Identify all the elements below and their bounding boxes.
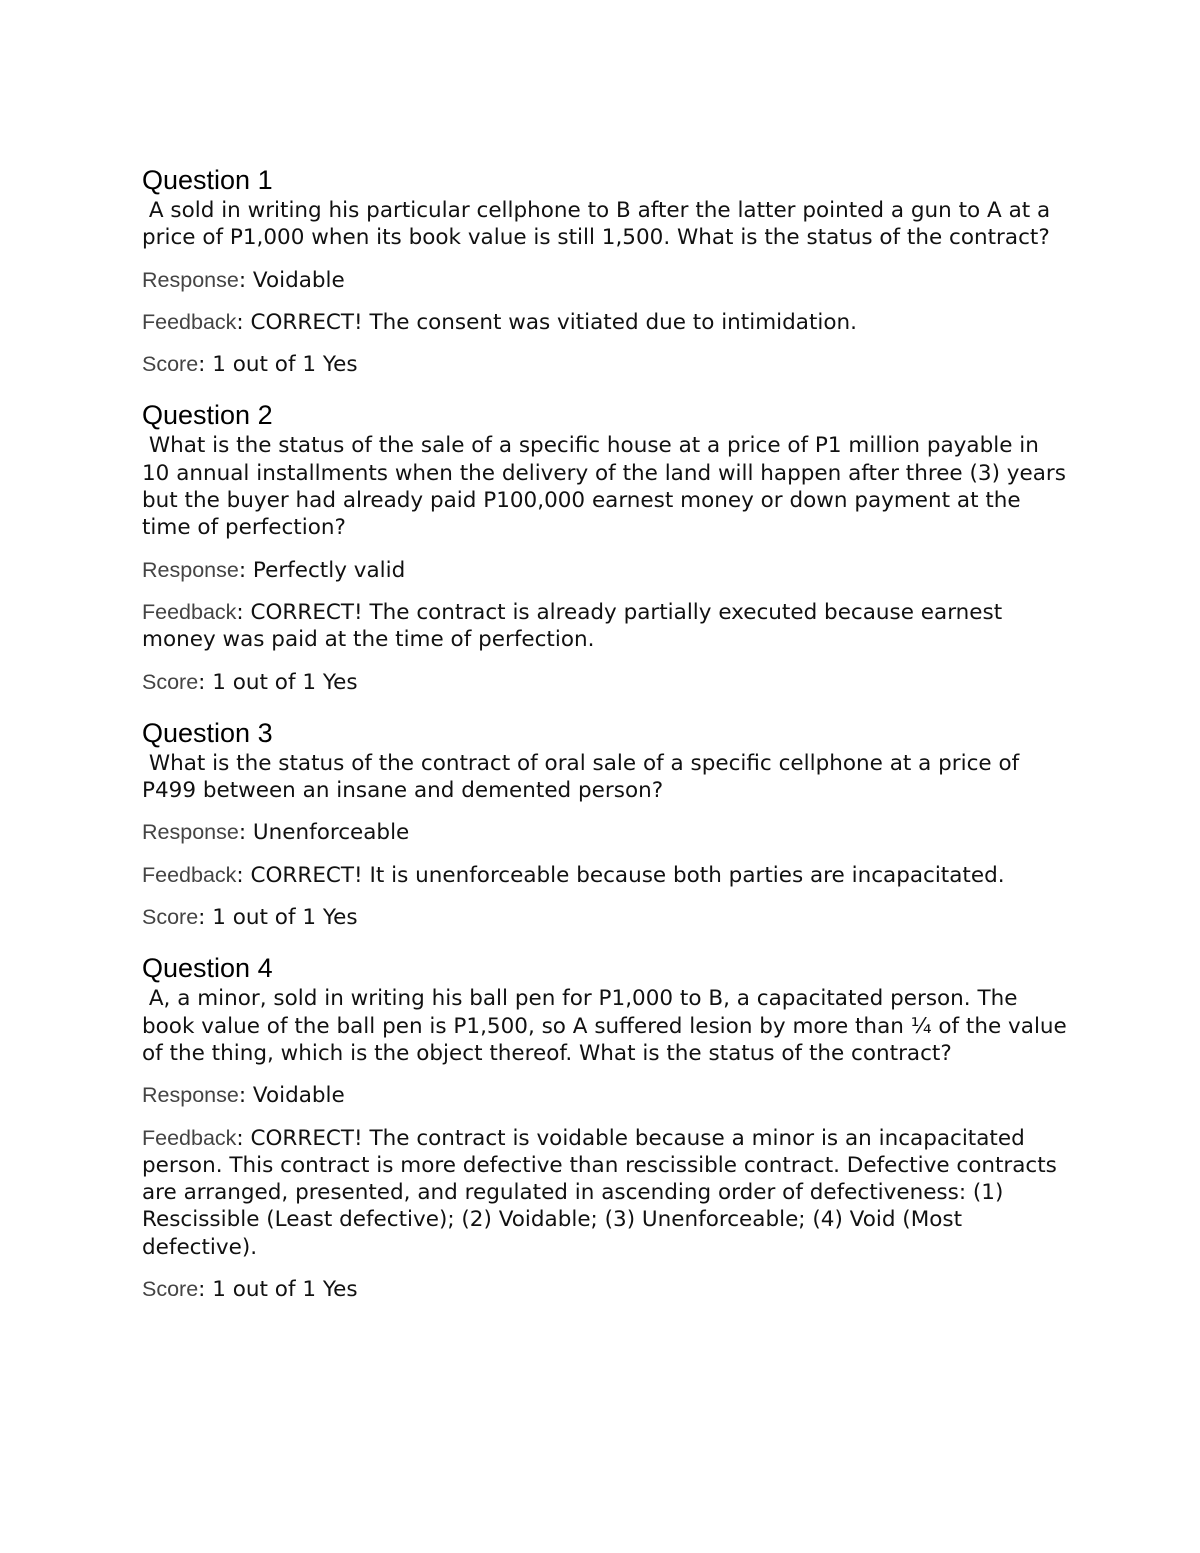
feedback-label: Feedback — [142, 1125, 237, 1150]
feedback-row — [142, 1125, 1072, 1261]
feedback-label: Feedback — [142, 599, 237, 624]
question-text: A sold in writing his particular cellphone to B after the latter pointed a gun to A at a price of P1,000 when its book value is still 1,500. What is the status of the contract? — [142, 198, 1058, 251]
label-separator: : — [238, 267, 253, 293]
question-text: What is the status of the sale of a specific house at a price of P1 million payable in 10 annual installments when the delivery of the land will happen after three (3) years but the buyer had already paid P100,000 earnest money or down payment at the time of perfection? — [142, 433, 1073, 541]
response-label: Response — [142, 557, 239, 582]
question-block-1 — [142, 163, 1072, 378]
response-row — [142, 1082, 1072, 1109]
label-separator: : — [198, 1277, 213, 1303]
label-separator: : — [236, 1125, 251, 1151]
feedback-value: CORRECT! The contract is already partially executed because earnest money was paid at the time of perfection. — [142, 599, 1003, 653]
response-label: Response — [142, 1083, 239, 1108]
score-row — [142, 904, 1072, 931]
score-value: 1 out of 1 Yes — [212, 1277, 358, 1303]
score-row — [142, 351, 1072, 378]
score-label: Score — [142, 1277, 199, 1302]
response-value: Voidable — [252, 1083, 345, 1109]
question-title: Question 1 — [142, 165, 273, 195]
response-label: Response — [142, 820, 239, 845]
question-text: A, a minor, sold in writing his ball pen for P1,000 to B, a capacitated person. The book value of the ball pen is P1,500, so A suffered lesion by more than ¼ of the value of the thing, which is the object thereof. What is the status of the contract? — [142, 986, 1074, 1066]
label-separator: : — [238, 1083, 253, 1109]
label-separator: : — [198, 905, 213, 931]
score-row — [142, 1276, 1072, 1303]
question-block-4 — [142, 951, 1072, 1303]
score-value: 1 out of 1 Yes — [212, 905, 358, 931]
quiz-results-document — [142, 163, 1072, 1323]
label-separator: : — [238, 557, 253, 583]
score-row — [142, 669, 1072, 696]
question-title: Question 2 — [142, 400, 273, 431]
score-label: Score — [142, 669, 199, 694]
label-separator: : — [198, 669, 213, 695]
label-separator: : — [238, 820, 253, 846]
feedback-row — [142, 599, 1072, 654]
feedback-value: CORRECT! The consent was vitiated due to intimidation. — [250, 309, 857, 335]
label-separator: : — [236, 862, 251, 888]
question-block-3 — [142, 716, 1072, 931]
feedback-row — [142, 862, 1072, 889]
label-separator: : — [236, 599, 251, 625]
feedback-label: Feedback — [142, 862, 237, 887]
question-title: Question 4 — [142, 953, 273, 984]
question-title: Question 3 — [142, 717, 273, 748]
response-row — [142, 267, 1072, 294]
feedback-label: Feedback — [142, 309, 237, 334]
response-label: Response — [142, 267, 239, 292]
feedback-value: CORRECT! It is unenforceable because both parties are incapacitated. — [250, 862, 1005, 888]
response-row — [142, 819, 1072, 846]
response-value: Voidable — [252, 267, 345, 293]
score-value: 1 out of 1 Yes — [212, 352, 358, 378]
response-value: Unenforceable — [252, 820, 410, 846]
feedback-value: CORRECT! The contract is voidable because a minor is an incapacitated person. This contract is more defective than rescissible contract. Defective contracts are arranged, presented, and regulated in ascending order of defectiveness: (1) Rescissible (Least defective); (2) Voidable; (3) Unenforceable; (4) Void (Most defective). — [142, 1125, 1057, 1260]
response-row — [142, 557, 1072, 584]
score-value: 1 out of 1 Yes — [212, 669, 358, 695]
response-value: Perfectly valid — [252, 557, 406, 583]
score-label: Score — [142, 905, 199, 930]
question-block-2 — [142, 398, 1072, 695]
score-label: Score — [142, 352, 199, 377]
label-separator: : — [198, 352, 213, 378]
label-separator: : — [236, 309, 251, 335]
question-text: What is the status of the contract of oral sale of a specific cellphone at a price of P499 between an insane and demented person? — [142, 750, 1027, 804]
feedback-row — [142, 309, 1072, 336]
